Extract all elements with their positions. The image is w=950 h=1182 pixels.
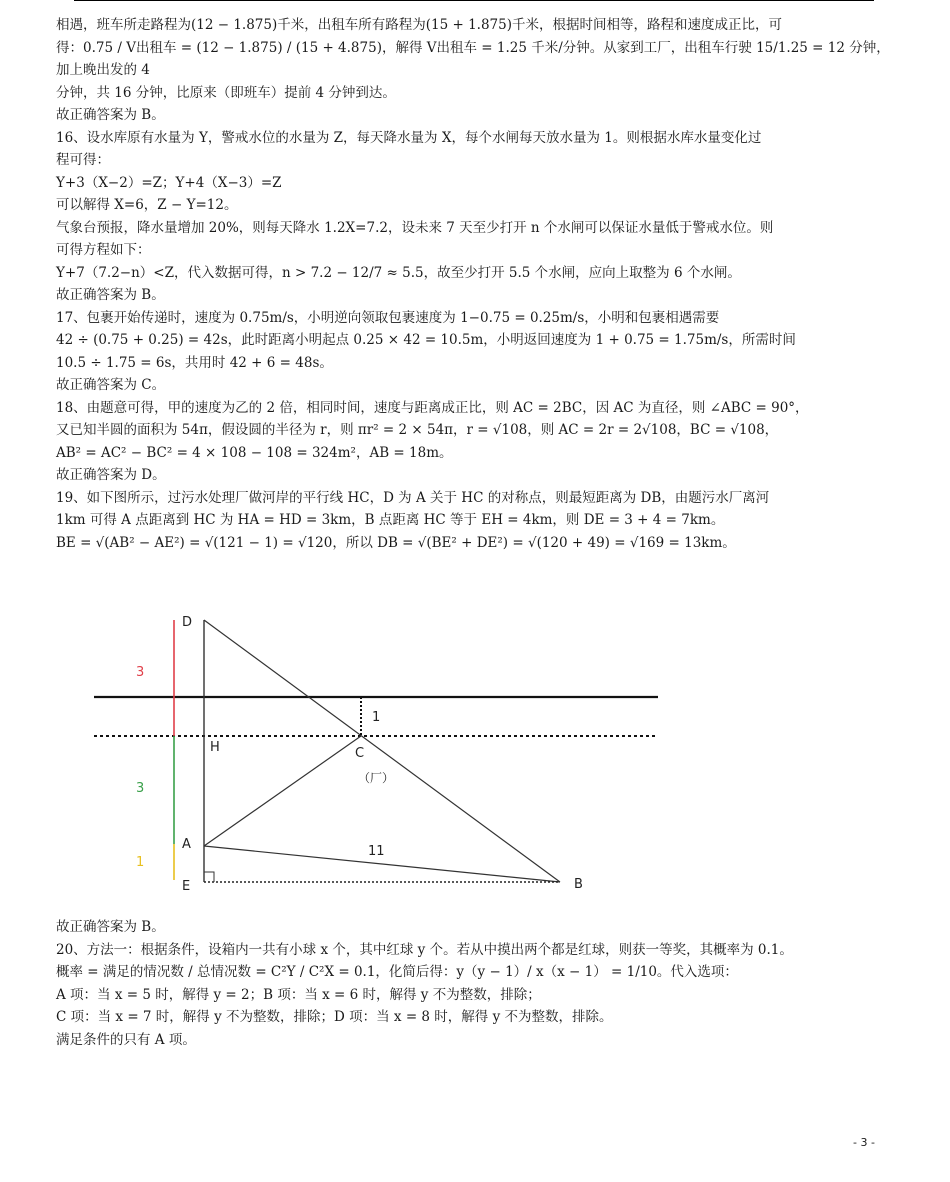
q16-line-1: 16、设水库原有水量为 Y，警戒水位的水量为 Z，每天降水量为 X，每个水闸每天放水量为 1。则根据水库水量变化过 (56, 129, 762, 146)
q18-line-2: 又已知半圆的面积为 54π，假设圆的半径为 r，则 πr² = 2 × 54π，r = √108，则 AC = 2r = 2√108，BC = √108， (56, 422, 779, 438)
q17-line-3: 10.5 ÷ 1.75 = 6s，共用时 42 + 6 = 48s。 (56, 354, 333, 371)
dim-bottom-1: 1 (136, 855, 145, 870)
line-DB (204, 620, 560, 882)
label-D: D (182, 615, 193, 630)
answer-19: 故正确答案为 B。 (56, 919, 165, 935)
para-1-line-1: 相遇，班车所走路程为(12 − 1.875)千米，出租车所有路程为(15 + 1.875)千米，根据时间相等，路程和速度成正比，可 (56, 17, 783, 33)
label-C: C (355, 746, 365, 761)
top-rule (74, 0, 874, 1)
answer-15: 故正确答案为 B。 (56, 107, 165, 123)
q19-line-2: 1km 可得 A 点距离到 HC 为 HA = HD = 3km，B 点距离 HC 等于 EH = 4km，则 DE = 3 + 4 = 7km。 (56, 512, 725, 528)
para-1-line-2: 得：0.75 / V出租车 = (12 − 1.875) / (15 + 4.875)，解得 V出租车 = 1.25 千米/分钟。从家到工厂，出租车行驶 15/1.25 = 12 分钟，加上晚出发的 4 (56, 39, 890, 78)
q19-line-1: 19、如下图所示，过污水处理厂做河岸的平行线 HC，D 为 A 关于 HC 的对称点，则最短距离为 DB，由题污水厂离河 (56, 489, 770, 506)
q18-line-3: AB² = AC² − BC² = 4 × 108 − 108 = 324m²，AB = 18m。 (56, 444, 453, 461)
q20-line-5: 满足条件的只有 A 项。 (56, 1031, 196, 1048)
q16-line-2: 程可得： (56, 152, 110, 168)
dim-top-3: 3 (136, 665, 145, 680)
q16-line-4: 可以解得 X=6，Z − Y=12。 (56, 197, 238, 213)
q16-line-7: Y+7（7.2−n）<Z，代入数据可得，n > 7.2 − 12/7 ≈ 5.5，故至少打开 5.5 个水闸，应向上取整为 6 个水闸。 (56, 264, 741, 281)
q20-line-4: C 项：当 x = 7 时，解得 y 不为整数，排除；D 项：当 x = 8 时，解得 y 不为整数，排除。 (56, 1009, 613, 1025)
right-angle-marker (204, 872, 214, 882)
line-AC (204, 736, 361, 846)
answer-17: 故正确答案为 C。 (56, 377, 166, 393)
q20-line-3: A 项：当 x = 5 时，解得 y = 2；B 项：当 x = 6 时，解得 y 不为整数，排除； (56, 986, 541, 1003)
q16-line-3: Y+3（X−2）=Z；Y+4（X−3）=Z (56, 174, 282, 191)
page-number: - 3 - (853, 1136, 875, 1149)
label-E: E (182, 879, 191, 894)
document-body (56, 14, 896, 554)
q20-line-1: 20、方法一：根据条件，设箱内一共有小球 x 个，其中红球 y 个。若从中摸出两个都是红球，则获一等奖，其概率为 0.1。 (56, 941, 793, 958)
dim-middle-3: 3 (136, 781, 145, 796)
label-B: B (574, 877, 583, 892)
q17-line-2: 42 ÷ (0.75 + 0.25) = 42s，此时距离小明起点 0.25 × 42 = 10.5m，小明返回速度为 1 + 0.75 = 1.75m/s，所需时间 (56, 332, 796, 348)
label-H: H (210, 740, 220, 755)
q16-line-6: 可得方程如下： (56, 242, 151, 258)
label-A: A (182, 837, 191, 852)
dim-1km: 1 (372, 710, 381, 725)
q16-line-5: 气象台预报，降水量增加 20%，则每天降水 1.2X=7.2，设未来 7 天至少打开 n 个水闸可以保证水量低于警戒水位。则 (56, 219, 774, 236)
document-body-continued (56, 916, 896, 1051)
q19-line-3: BE = √(AB² − AE²) = √(121 − 1) = √120，所以 DB = √(BE² + DE²) = √(120 + 49) = √169 = 13km。 (56, 534, 736, 551)
q18-line-1: 18、由题意可得，甲的速度为乙的 2 倍，相同时间，速度与距离成正比，则 AC = 2BC，因 AC 为直径，则 ∠ABC = 90°， (56, 399, 809, 416)
q17-line-1: 17、包裹开始传递时，速度为 0.75m/s，小明逆向领取包裹速度为 1−0.75 = 0.25m/s，小明和包裹相遇需要 (56, 309, 720, 326)
para-1-line-3: 分钟，共 16 分钟，比原来（即班车）提前 4 分钟到达。 (56, 84, 396, 101)
figure-svg (90, 608, 670, 898)
label-factory: （厂） (358, 771, 395, 785)
geometry-figure (90, 608, 670, 902)
answer-18: 故正确答案为 D。 (56, 467, 166, 483)
dim-ab-11: 11 (368, 844, 385, 859)
answer-16: 故正确答案为 B。 (56, 287, 165, 303)
q20-line-2: 概率 = 满足的情况数 / 总情况数 = C²Y / C²X = 0.1，化简后得：y（y − 1）/ x（x − 1） = 1/10。代入选项： (56, 964, 738, 980)
